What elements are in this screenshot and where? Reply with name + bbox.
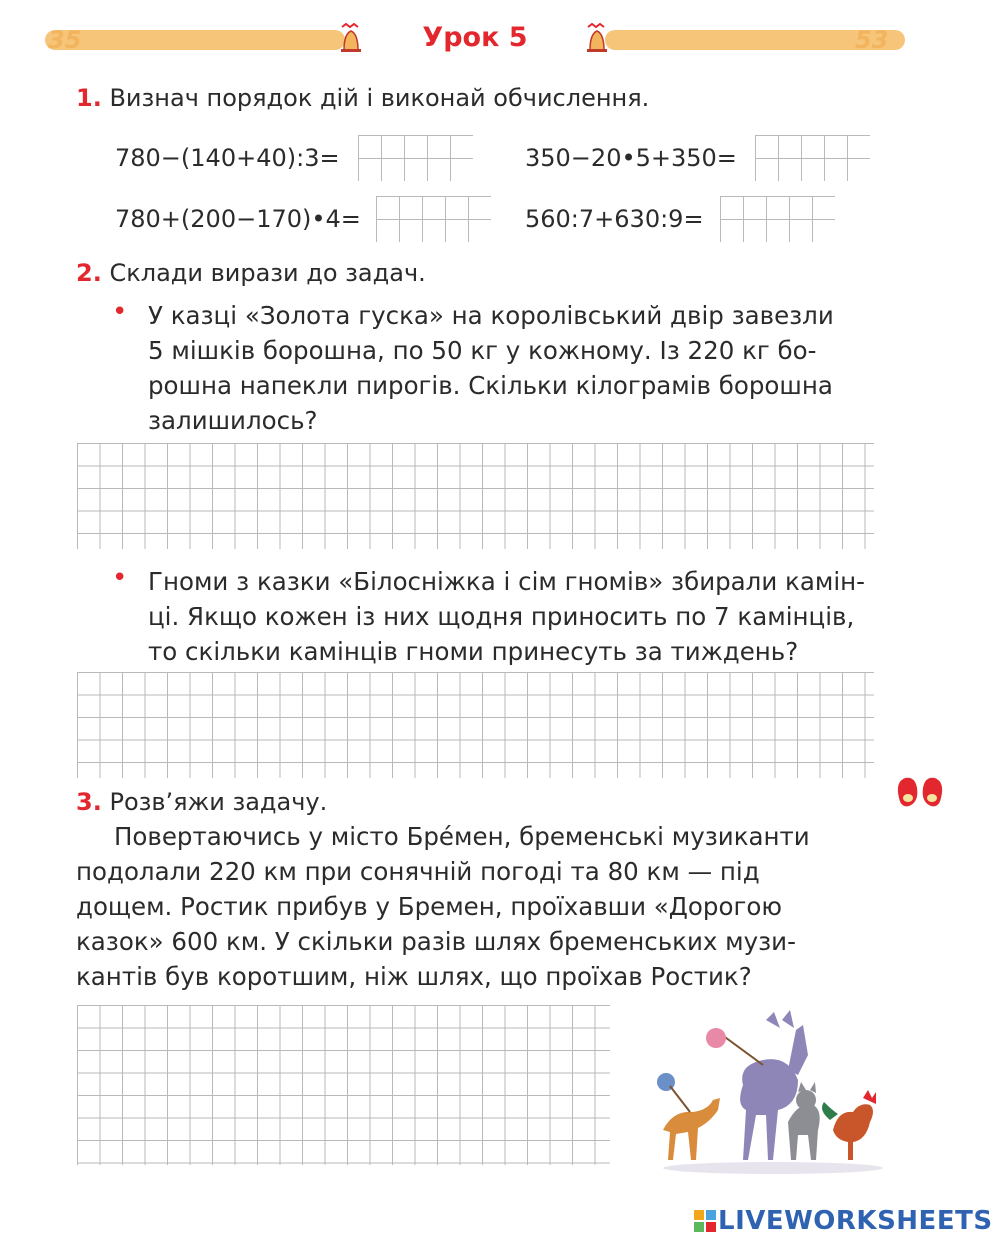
answer-cells-2[interactable]: [755, 135, 870, 181]
bell-icon-right: [582, 22, 612, 56]
answer-cells-1[interactable]: [358, 135, 473, 181]
expression-2: 350−20•5+350=: [525, 144, 737, 172]
answer-cells-4[interactable]: [720, 196, 835, 242]
problem-a-line-1: У казці «Золота гуска» на королівський двір завезли: [148, 301, 834, 330]
problem-a-line-3: рошна напекли пирогів. Скільки кілограмів борошна: [148, 371, 833, 400]
task2-heading: [76, 259, 426, 287]
problem-3-line-5: кантів був коротшим, ніж шлях, що проїхав Ростик?: [76, 962, 752, 991]
problem-b-line-2: ці. Якщо кожен із них щодня приносить по 7 камінців,: [148, 602, 855, 631]
task2-text: Склади вирази до задач.: [109, 259, 426, 287]
problem-b-line-1: Гноми з казки «Білосніжка і сім гномів» збирали камін-: [148, 567, 866, 596]
task1-number: 1.: [76, 84, 102, 112]
expression-1: 780−(140+40):3=: [115, 144, 340, 172]
problem-3-line-4: казок» 600 км. У скільки разів шлях бременських музи-: [76, 927, 796, 956]
expression-3: 780+(200−170)•4=: [115, 205, 361, 233]
problem-3: [76, 819, 876, 994]
problem-3-line-3: дощем. Ростик прибув у Бремен, проїхавши «Дорогою: [76, 892, 782, 921]
problem-3-line-1: Повертаючись у місто Бре́мен, бременські музиканти: [114, 822, 810, 851]
task2-number: 2.: [76, 259, 102, 287]
problem-a-line-4: залишилось?: [148, 406, 318, 435]
page-title: Урок 5: [422, 22, 528, 53]
task3-heading: [76, 788, 327, 816]
bremen-musicians-illustration: [648, 1010, 898, 1175]
answer-grid-a[interactable]: [77, 443, 874, 549]
mittens-icon: [893, 768, 947, 812]
problem-a: [148, 298, 876, 438]
bullet-icon: •: [112, 563, 128, 593]
liveworksheets-logo-icon: [694, 1210, 716, 1232]
task1-heading: [76, 84, 649, 112]
task3-number: 3.: [76, 788, 102, 816]
problem-a-line-2: 5 мішків борошна, по 50 кг у кожному. Із 220 кг бо-: [148, 336, 817, 365]
problem-b: [148, 564, 876, 669]
answer-cells-3[interactable]: [376, 196, 491, 242]
header-band-left: [45, 30, 345, 50]
liveworksheets-brand[interactable]: LIVEWORKSHEETS: [718, 1206, 993, 1236]
bullet-icon: •: [112, 297, 128, 327]
page-corner-left: 35: [48, 26, 82, 54]
bell-icon-left: [336, 22, 366, 56]
problem-b-line-3: то скільки камінців гноми принесуть за тиждень?: [148, 637, 799, 666]
page-corner-right: 53: [855, 26, 889, 54]
answer-grid-3[interactable]: [77, 1005, 610, 1165]
expression-4: 560:7+630:9=: [525, 205, 704, 233]
answer-grid-b[interactable]: [77, 672, 874, 778]
task1-text: Визнач порядок дій і виконай обчислення.: [109, 84, 650, 112]
problem-3-line-2: подолали 220 км при сонячній погоді та 80 км — під: [76, 857, 760, 886]
task3-text: Розв’яжи задачу.: [109, 788, 328, 816]
